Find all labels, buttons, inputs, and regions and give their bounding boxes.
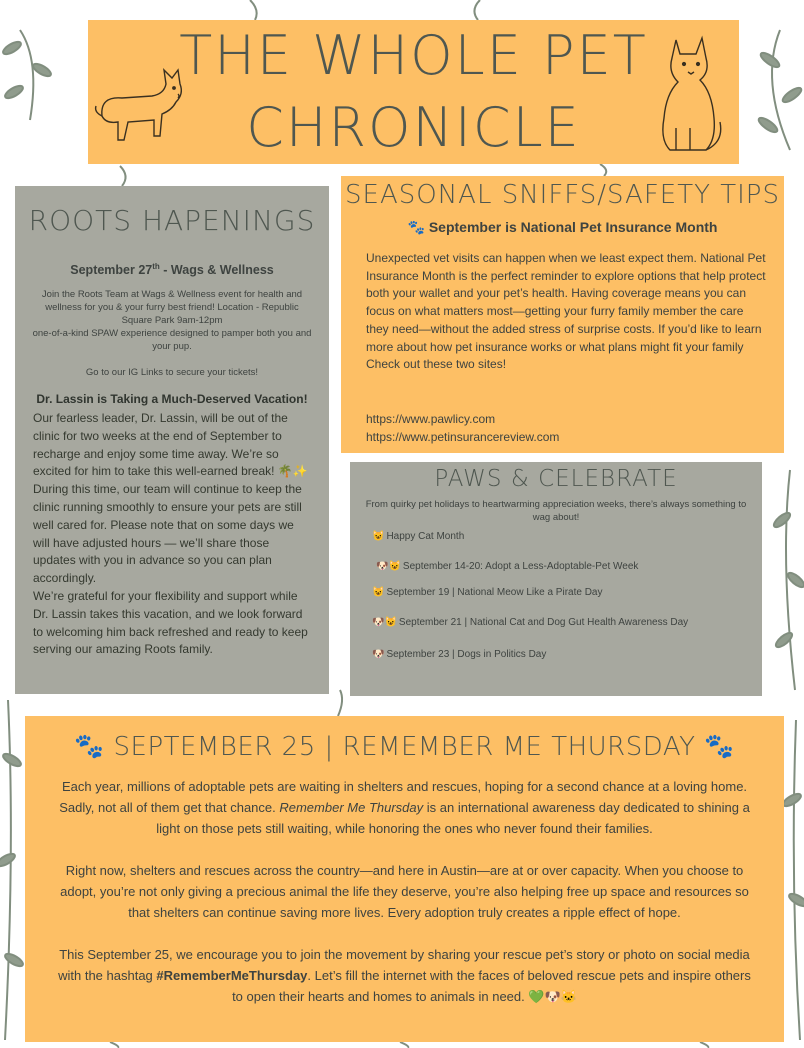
event-description-p1: Join the Roots Team at Wags & Wellness event for health and wellness for you & your furry best friend! Location - Republic Square Park 9am-12pm (41, 289, 303, 326)
holiday-item (372, 649, 546, 660)
remember-section-title (25, 732, 784, 762)
insurance-links (366, 410, 559, 446)
holiday-item (372, 617, 688, 628)
remember-p1-event-name: Remember Me Thursday (279, 800, 424, 815)
dog-cat-face-icon: 🐶😺 (372, 617, 397, 628)
roots-section-title: ROOTS HAPENINGS (28, 204, 316, 237)
holiday-text: September 23 | Dogs in Politics Day (386, 649, 547, 660)
holiday-item (372, 587, 603, 598)
holiday-text: Happy Cat Month (386, 531, 465, 542)
vacation-heading: Dr. Lassin is Taking a Much-Deserved Vacation! (36, 392, 308, 406)
dog-face-icon: 🐶 (372, 649, 385, 660)
remember-me-thursday-section (25, 716, 784, 1042)
holiday-text: September 19 | National Meow Like a Pirate Day (386, 587, 603, 598)
vacation-paragraph-1: Our fearless leader, Dr. Lassin, will be out of the clinic for two weeks at the end of September to recharge and enjoy some time away. We’re so excited for him to take this well-earned break! 🌴✨ (33, 411, 308, 479)
seasonal-subtitle (341, 219, 784, 236)
remember-p3-start: This September 25, we encourage you to join the movement by sharing your rescue pet’s story or photo on social media with the hashtag (58, 947, 750, 983)
dog-cat-face-icon: 🐶😺 (376, 561, 401, 572)
event-description (31, 288, 313, 353)
remember-paragraph-2: Right now, shelters and rescues across the country—and here in Austin—are at or over capacity. When you choose to adopt, you’re not only giving a precious animal the life they deserve, you’re also helping free up space and resources so that shelters can continue saving more lives. Every adoption truly creates a ripple effect of hope. (60, 863, 749, 920)
event-heading (15, 262, 329, 277)
event-description-p2: one-of-a-kind SPAW experience designed to pamper both you and your pup. (32, 328, 312, 352)
vacation-paragraph-3: We’re grateful for your flexibility and support while Dr. Lassin takes this vacation, and we look forward to welcoming him back refreshed and ready to keep serving our amazing Roots family. (33, 588, 308, 657)
remember-p3-end: . Let’s fill the internet with the faces of beloved rescue pets and inspire others to open their hearts and homes to animals in need. 💚🐶🐱 (232, 968, 751, 1004)
paw-print-icon: 🐾 (74, 732, 105, 760)
remember-paragraph-1 (55, 776, 754, 839)
masthead-title-line2: CHRONICLE (246, 96, 581, 159)
holiday-text: September 14-20: Adopt a Less-Adoptable-Pet Week (402, 561, 639, 572)
event-date-suffix: th (152, 262, 160, 271)
event-date: September 27 (70, 263, 153, 278)
remember-title-text: SEPTEMBER 25 | REMEMBER ME THURSDAY (113, 732, 696, 762)
roots-happenings-section (15, 186, 329, 694)
remember-body (55, 776, 754, 1028)
seasonal-body (366, 250, 766, 374)
ig-ticket-note: Go to our IG Links to secure your tickets! (85, 367, 259, 378)
seasonal-tips-section (341, 176, 784, 453)
holiday-item (372, 531, 464, 542)
hashtag: #RememberMeThursday (156, 968, 308, 983)
masthead-title-line1: THE WHOLE PET (179, 24, 648, 87)
seasonal-section-title: SEASONAL SNIFFS/SAFETY TIPS (345, 180, 780, 210)
vacation-body (33, 410, 313, 659)
paws-section-title: PAWS & CELEBRATE (434, 466, 678, 492)
seasonal-subtitle-text: September is National Pet Insurance Month (428, 219, 718, 235)
masthead-banner (88, 20, 739, 164)
seasonal-body-text: Unexpected vet visits can happen when we least expect them. National Pet Insurance Month is the perfect reminder to explore options that help protect both your wallet and your pet’s health. Having coverage means you can focus on what matters most—getting your furry family member the care they need—without the added stress of surprise costs. If you’d like to learn more about how pet insurance works or what plans might fit your family Check out these two sites! (366, 251, 766, 372)
holiday-item (376, 561, 638, 572)
paws-celebrate-section (350, 462, 762, 696)
vacation-paragraph-2: During this time, our team will continue to keep the clinic running smoothly to ensure your pets are still well cared for. Please note that on some days we will have adjusted hours — we’ll share those updates with you in advance so you can plan accordingly. (33, 482, 302, 586)
event-name: - Wags & Wellness (159, 263, 274, 278)
cat-icon (650, 32, 726, 160)
remember-p1-end: is an international awareness day dedicated to shining a light on those pets still waiting, while honoring the ones who never found their families. (156, 800, 750, 836)
link-pawlicy[interactable]: https://www.pawlicy.com (366, 412, 496, 426)
remember-paragraph-3 (55, 944, 754, 1007)
paw-print-icon: 🐾 (704, 732, 735, 760)
paw-prints-icon: 🐾 (407, 219, 425, 235)
cat-face-icon: 😺 (372, 587, 385, 598)
remember-p1-start: Each year, millions of adoptable pets are waiting in shelters and rescues, hoping for a second chance at a loving home. Sadly, not all of them get that chance. (59, 779, 748, 815)
link-petinsurancereview[interactable]: https://www.petinsurancereview.com (366, 430, 560, 444)
holiday-text: September 21 | National Cat and Dog Gut Health Awareness Day (398, 617, 689, 628)
cat-face-icon: 😺 (372, 531, 385, 542)
paws-intro: From quirky pet holidays to heartwarming appreciation weeks, there’s always something to wag about! (365, 499, 747, 523)
